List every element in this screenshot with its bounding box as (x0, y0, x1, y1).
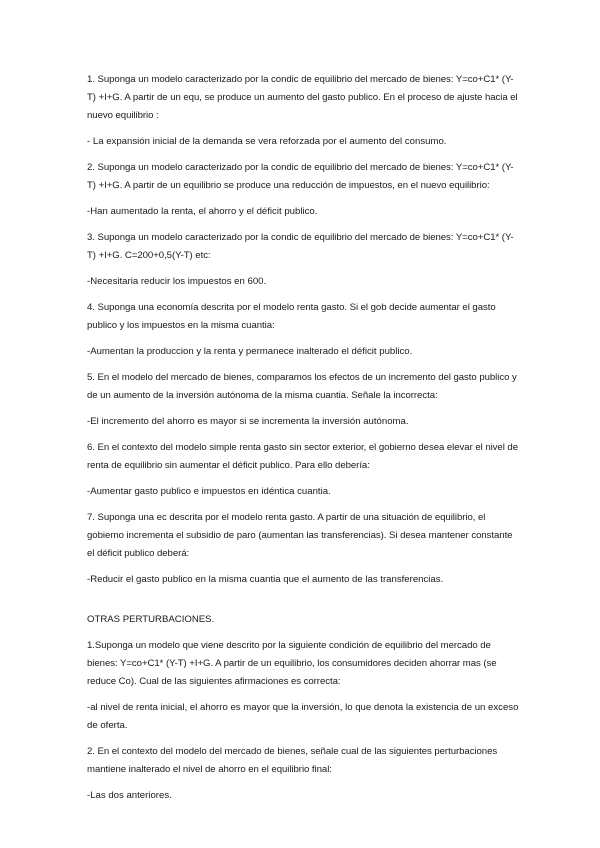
answer-5: -El incremento del ahorro es mayor si se incrementa la inversión autónoma. (87, 416, 409, 427)
question-6: 6. En el contexto del modelo simple renta gasto sin sector exterior, el gobierno desea elevar el nivel de renta de equilibrio sin aumentar el déficit publico. Para ello debería: (87, 442, 518, 471)
question-otras-2: 2. En el contexto del modelo del mercado de bienes, señale cual de las siguientes perturbaciones mantiene inalterado el nivel de ahorro en el equilibrio final: (87, 746, 498, 775)
answer-3: -Necesitaria reducir los impuestos en 600. (87, 276, 267, 287)
answer-6: -Aumentar gasto publico e impuestos en idéntica cuantia. (87, 486, 331, 497)
question-3: 3. Suponga un modelo caracterizado por la condic de equilibrio del mercado de bienes: Y=co+C1* (Y-T) +I+G. C=200+0,5(Y-T) etc: (87, 232, 514, 261)
answer-4: -Aumentan la produccion y la renta y permanece inalterado el déficit publico. (87, 346, 413, 357)
question-5: 5. En el modelo del mercado de bienes, comparamos los efectos de un incremento del gasto publico y de un aumento de la inversión autónoma de la misma cuantia. Señale la incorrecta: (87, 372, 517, 401)
answer-otras-2: -Las dos anteriores. (87, 790, 172, 801)
question-4: 4. Suponga una economía descrita por el modelo renta gasto. Si el gob decide aumentar el gasto publico y los impuestos en la misma cuantia: (87, 302, 496, 331)
section-title-otras-perturbaciones: OTRAS PERTURBACIONES. (87, 614, 215, 625)
question-1: 1. Suponga un modelo caracterizado por la condic de equilibrio del mercado de bienes: Y=co+C1* (Y-T) +I+G. A partir de un equ, se produce un aumento del gasto publico. En el proceso de ajuste hacia el nuevo equilibrio : (87, 74, 518, 121)
answer-otras-1: -al nivel de renta inicial, el ahorro es mayor que la inversión, lo que denota la existencia de un exceso de oferta. (87, 702, 519, 731)
section-spacer (87, 597, 519, 611)
question-7: 7. Suponga una ec descrita por el modelo renta gasto. A partir de una situación de equilibrio, el gobierno incrementa el subsidio de paro (aumentan las transferencias). Si desea mantener constante el déficit publico deberá: (87, 512, 513, 559)
question-otras-1: 1.Suponga un modelo que viene descrito por la siguiente condición de equilibrio del mercado de bienes: Y=co+C1* (Y-T) +I+G. A partir de un equilibrio, los consumidores deciden ahorrar mas (se reduce Co). Cual de las siguientes afirmaciones es correcta: (87, 640, 497, 687)
answer-1: - La expansión inicial de la demanda se vera reforzada por el aumento del consumo. (87, 136, 447, 147)
document-body (87, 71, 519, 813)
answer-7: -Reducir el gasto publico en la misma cuantia que el aumento de las transferencias. (87, 574, 444, 585)
answer-2: -Han aumentado la renta, el ahorro y el déficit publico. (87, 206, 318, 217)
question-2: 2. Suponga un modelo caracterizado por la condic de equilibrio del mercado de bienes: Y=co+C1* (Y-T) +I+G. A partir de un equilibrio se produce una reducción de impuestos, en el nuevo equilibrio: (87, 162, 514, 191)
